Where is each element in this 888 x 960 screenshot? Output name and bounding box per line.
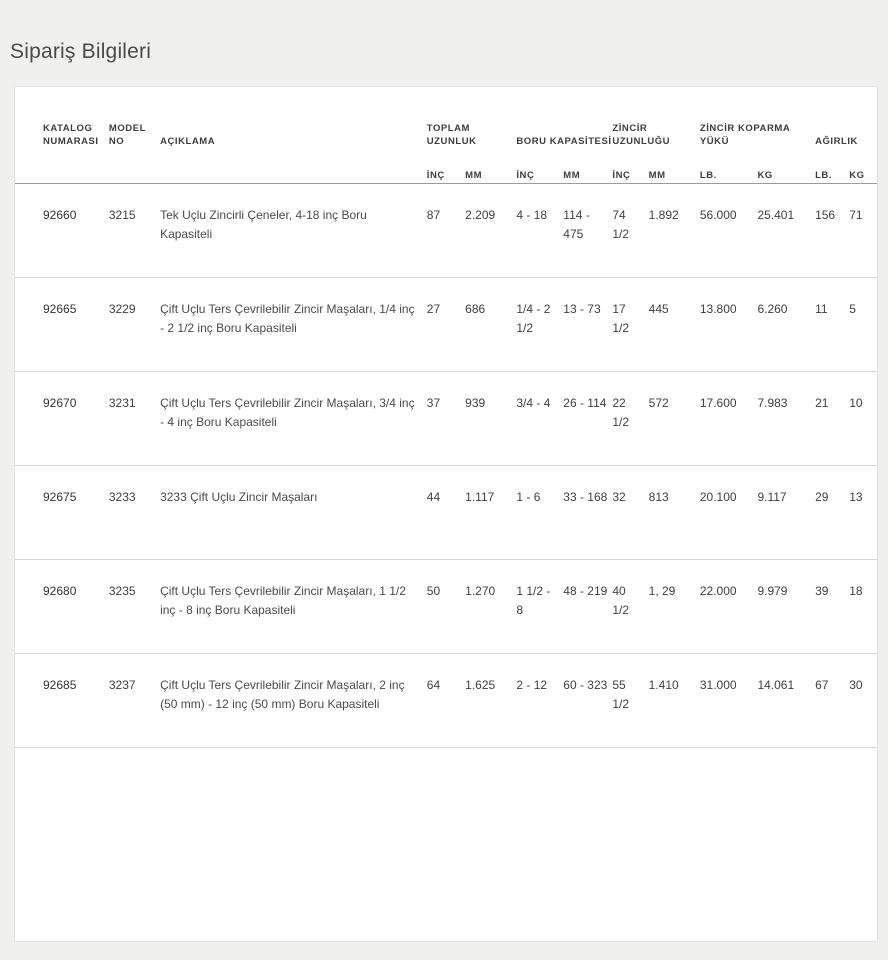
cell-weight-lb: 21 [815, 372, 849, 466]
cell-total-length-inch: 64 [427, 654, 465, 748]
table-row [15, 654, 877, 748]
table-row [15, 466, 877, 560]
cell-catalog-number: 92665 [15, 278, 109, 372]
table-unit-header-row [15, 149, 877, 184]
header-weight: AĞIRLIK [815, 136, 858, 148]
cell-chain-length-mm: 572 [649, 372, 700, 466]
table-head [15, 87, 877, 184]
header-unit-blank-model [109, 149, 160, 184]
header-unit-blank-description [160, 149, 427, 184]
cell-total-length-mm: 1.625 [465, 654, 516, 748]
cell-chain-length-mm: 1.410 [649, 654, 700, 748]
table-row [15, 278, 877, 372]
cell-total-length-inch: 37 [427, 372, 465, 466]
cell-break-load-lb: 20.100 [700, 466, 758, 560]
cell-break-load-lb: 17.600 [700, 372, 758, 466]
cell-total-length-mm: 1.117 [465, 466, 516, 560]
cell-model-no: 3235 [109, 560, 160, 654]
header-unit-chain-length-mm: MM [649, 149, 700, 184]
cell-total-length-mm: 939 [465, 372, 516, 466]
cell-break-load-kg: 9.979 [757, 560, 815, 654]
cell-chain-length-inch: 55 1/2 [612, 654, 648, 748]
cell-description: Çift Uçlu Ters Çevrilebilir Zincir Maşaları, 3/4 inç - 4 inç Boru Kapasiteli [160, 372, 427, 466]
table-row [15, 184, 877, 278]
header-chain-break-load: ZİNCİR KOPARMA YÜKÜ [699, 123, 790, 148]
cell-total-length-inch: 44 [427, 466, 465, 560]
cell-chain-length-inch: 32 [612, 466, 648, 560]
cell-weight-lb: 11 [815, 278, 849, 372]
table-group-header-row [15, 87, 877, 149]
cell-total-length-mm: 2.209 [465, 184, 516, 278]
cell-pipe-capacity-inch: 3/4 - 4 [516, 372, 563, 466]
header-unit-weight-kg: KG [849, 149, 877, 184]
cell-model-no: 3237 [109, 654, 160, 748]
cell-weight-lb: 29 [815, 466, 849, 560]
cell-weight-lb: 39 [815, 560, 849, 654]
cell-pipe-capacity-mm: 13 - 73 [563, 278, 612, 372]
cell-description: Çift Uçlu Ters Çevrilebilir Zincir Maşaları, 2 inç (50 mm) - 12 inç (50 mm) Boru Kapasiteli [160, 654, 427, 748]
cell-break-load-kg: 9.117 [757, 466, 815, 560]
cell-total-length-inch: 87 [427, 184, 465, 278]
cell-chain-length-inch: 22 1/2 [612, 372, 648, 466]
header-model: MODEL NO [108, 123, 146, 148]
cell-catalog-number: 92670 [15, 372, 109, 466]
cell-weight-kg: 5 [849, 278, 877, 372]
specifications-table [15, 87, 877, 748]
header-unit-break-load-kg: KG [757, 149, 815, 184]
header-unit-pipe-capacity-in: İNÇ [516, 149, 563, 184]
header-unit-chain-length-in: İNÇ [612, 149, 648, 184]
cell-pipe-capacity-mm: 33 - 168 [563, 466, 612, 560]
order-info-card [14, 86, 878, 942]
cell-pipe-capacity-inch: 1 1/2 - 8 [516, 560, 563, 654]
cell-pipe-capacity-inch: 4 - 18 [516, 184, 563, 278]
cell-description: Çift Uçlu Ters Çevrilebilir Zincir Maşaları, 1 1/2 inç - 8 inç Boru Kapasiteli [160, 560, 427, 654]
cell-break-load-lb: 22.000 [700, 560, 758, 654]
cell-pipe-capacity-inch: 1 - 6 [516, 466, 563, 560]
cell-description: Tek Uçlu Zincirli Çeneler, 4-18 inç Boru Kapasiteli [160, 184, 427, 278]
table-row [15, 560, 877, 654]
cell-model-no: 3229 [109, 278, 160, 372]
cell-chain-length-mm: 813 [649, 466, 700, 560]
cell-model-no: 3231 [109, 372, 160, 466]
header-total-length: TOPLAM UZUNLUK [426, 123, 477, 148]
table-row [15, 372, 877, 466]
cell-weight-kg: 13 [849, 466, 877, 560]
page-title: Sipariş Bilgileri [10, 40, 152, 64]
cell-chain-length-inch: 74 1/2 [612, 184, 648, 278]
cell-catalog-number: 92680 [15, 560, 109, 654]
cell-pipe-capacity-mm: 114 - 475 [563, 184, 612, 278]
header-chain-length: ZİNCİR UZUNLUĞU [612, 123, 671, 148]
header-unit-break-load-lb: LB. [700, 149, 758, 184]
cell-pipe-capacity-mm: 48 - 219 [563, 560, 612, 654]
header-description: AÇIKLAMA [160, 136, 216, 148]
cell-weight-kg: 71 [849, 184, 877, 278]
cell-total-length-inch: 50 [427, 560, 465, 654]
cell-chain-length-mm: 1.892 [649, 184, 700, 278]
cell-description: Çift Uçlu Ters Çevrilebilir Zincir Maşaları, 1/4 inç - 2 1/2 inç Boru Kapasiteli [160, 278, 427, 372]
cell-total-length-inch: 27 [427, 278, 465, 372]
cell-break-load-kg: 14.061 [757, 654, 815, 748]
cell-weight-kg: 30 [849, 654, 877, 748]
cell-total-length-mm: 686 [465, 278, 516, 372]
cell-chain-length-mm: 1, 29 [649, 560, 700, 654]
header-pipe-capacity: BORU KAPASİTESİ [516, 136, 612, 148]
cell-break-load-lb: 56.000 [700, 184, 758, 278]
cell-model-no: 3215 [109, 184, 160, 278]
header-unit-total-length-mm: MM [465, 149, 516, 184]
cell-catalog-number: 92660 [15, 184, 109, 278]
cell-total-length-mm: 1.270 [465, 560, 516, 654]
cell-catalog-number: 92675 [15, 466, 109, 560]
cell-pipe-capacity-inch: 1/4 - 2 1/2 [516, 278, 563, 372]
cell-catalog-number: 92685 [15, 654, 109, 748]
header-catalog: KATALOG NUMARASI [43, 123, 99, 148]
cell-weight-kg: 18 [849, 560, 877, 654]
cell-pipe-capacity-mm: 26 - 114 [563, 372, 612, 466]
cell-pipe-capacity-inch: 2 - 12 [516, 654, 563, 748]
cell-description: 3233 Çift Uçlu Zincir Maşaları [160, 466, 427, 560]
cell-break-load-kg: 25.401 [757, 184, 815, 278]
cell-chain-length-inch: 17 1/2 [612, 278, 648, 372]
header-unit-weight-lb: LB. [815, 149, 849, 184]
cell-break-load-lb: 31.000 [700, 654, 758, 748]
cell-chain-length-mm: 445 [649, 278, 700, 372]
cell-break-load-kg: 6.260 [757, 278, 815, 372]
cell-weight-kg: 10 [849, 372, 877, 466]
header-unit-total-length-in: İNÇ [427, 149, 465, 184]
header-unit-blank-catalog [15, 149, 109, 184]
cell-weight-lb: 156 [815, 184, 849, 278]
cell-break-load-lb: 13.800 [700, 278, 758, 372]
table-body [15, 184, 877, 748]
cell-weight-lb: 67 [815, 654, 849, 748]
cell-chain-length-inch: 40 1/2 [612, 560, 648, 654]
cell-model-no: 3233 [109, 466, 160, 560]
cell-pipe-capacity-mm: 60 - 323 [563, 654, 612, 748]
header-unit-pipe-capacity-mm: MM [563, 149, 612, 184]
cell-break-load-kg: 7.983 [757, 372, 815, 466]
